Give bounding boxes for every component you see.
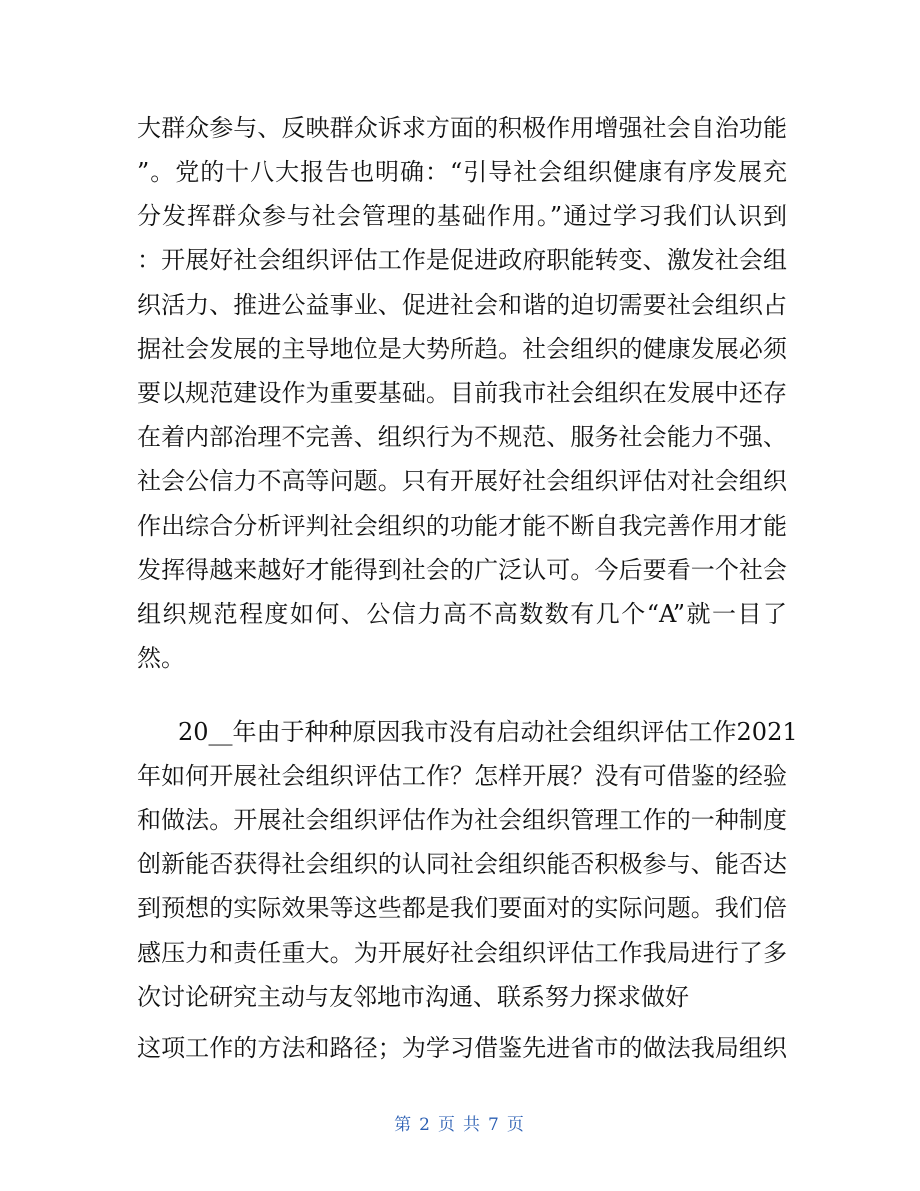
footer-total-word: 共 bbox=[463, 1115, 482, 1135]
text-line: 感压力和责任重大。为开展好社会组织评估工作我局进行了多 bbox=[137, 939, 787, 967]
footer-suffix: 页 bbox=[506, 1115, 526, 1135]
text-line: 织活力、推进公益事业、促进社会和谐的迫切需要社会组织占 bbox=[137, 291, 787, 319]
text-line: 组织规范程度如何、公信力高不高数数有几个“A”就一目了 bbox=[137, 600, 787, 628]
text-line: 在着内部治理不完善、组织行为不规范、服务社会能力不强、 bbox=[137, 423, 787, 451]
text-line: 这项工作的方法和路径；为学习借鉴先进省市的做法我局组织 bbox=[137, 1034, 787, 1062]
text-line: 发挥得越来越好才能得到社会的广泛认可。今后要看一个社会 bbox=[137, 556, 787, 584]
text-line: 创新能否获得社会组织的认同社会组织能否积极参与、能否达 bbox=[137, 850, 787, 878]
text-line: 和做法。开展社会组织评估作为社会组织管理工作的一种制度 bbox=[137, 806, 787, 834]
footer-page-word: 页 bbox=[438, 1115, 457, 1135]
text-line: 作出综合分析评判社会组织的功能才能不断自我完善作用才能 bbox=[137, 512, 787, 540]
text-line: 然。 bbox=[137, 644, 185, 672]
text-line: 社会公信力不高等问题。只有开展好社会组织评估对社会组织 bbox=[137, 467, 787, 495]
page-number-footer bbox=[0, 1110, 920, 1135]
text-line: 次讨论研究主动与友邻地市沟通、联系努力探求做好 bbox=[137, 983, 689, 1011]
total-page-count: 7 bbox=[488, 1115, 501, 1135]
footer-prefix: 第 bbox=[394, 1115, 414, 1135]
text-line: ：开展好社会组织评估工作是促进政府职能转变、激发社会组 bbox=[137, 246, 787, 274]
text-line: ”。党的十八大报告也明确：“引导社会组织健康有序发展充 bbox=[137, 158, 787, 186]
text-line: 据社会发展的主导地位是大势所趋。社会组织的健康发展必须 bbox=[137, 335, 787, 363]
text-line: 要以规范建设作为重要基础。目前我市社会组织在发展中还存 bbox=[137, 379, 787, 407]
text-line: 年如何开展社会组织评估工作？怎样开展？没有可借鉴的经验 bbox=[137, 762, 787, 790]
text-line: 大群众参与、反映群众诉求方面的积极作用增强社会自治功能 bbox=[137, 114, 787, 142]
text-line: 到预想的实际效果等这些都是我们要面对的实际问题。我们倍 bbox=[137, 894, 787, 922]
current-page-number: 2 bbox=[419, 1115, 432, 1135]
text-line: 分发挥群众参与社会管理的基础作用。”通过学习我们认识到 bbox=[137, 202, 787, 230]
paragraph-first-line: 20__年由于种种原因我市没有启动社会组织评估工作2021 bbox=[178, 718, 798, 746]
